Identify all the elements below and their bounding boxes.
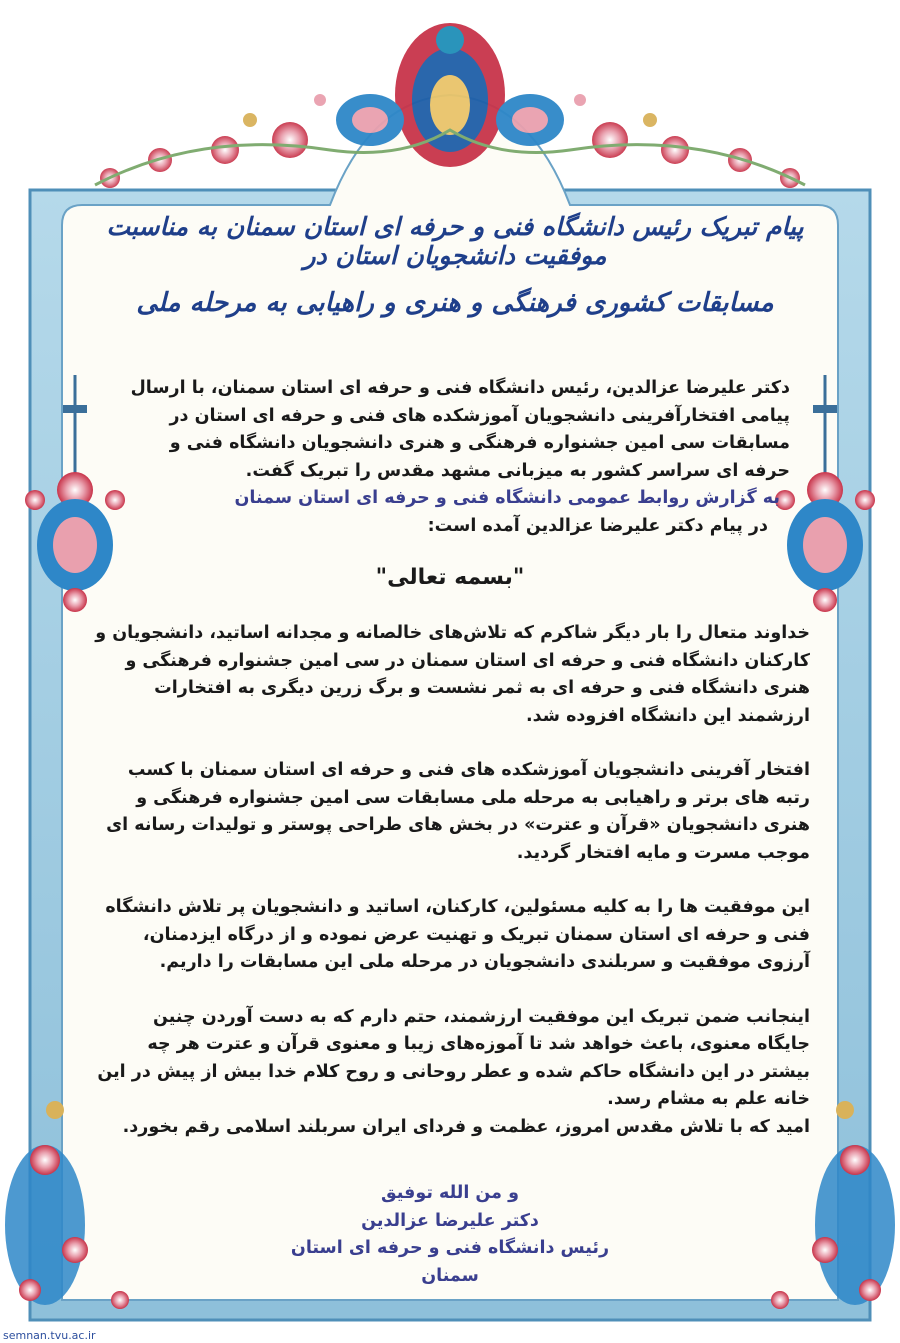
- paragraph-2: افتخار آفرینی دانشجویان آموزشکده های فنی و حرفه ای استان سمنان با کسب رتبه های برتر و راهیابی به مرحله ملی مسابقات سی امین جشنواره فرهنگی و هنری دانشجویان «قرآن و عترت» در بخش های طراحی پوستر و تولیدات رسانه ای موجب مسرت و مایه افتخار گردید.: [106, 760, 810, 863]
- title-line-1: پیام تبریک رئیس دانشگاه فنی و حرفه ای استان سمنان به مناسبت موفقیت دانشجویان استان در: [106, 212, 804, 270]
- closing-line: امید که با تلاش مقدس امروز، عظمت و فردای ایران سربلند اسلامی رقم بخورد.: [122, 1116, 810, 1137]
- report-line-2: در پیام دکتر علیرضا عزالدین آمده است:: [427, 515, 768, 536]
- report-line-1: به گزارش روابط عمومی دانشگاه فنی و حرفه ای استان سمنان: [234, 488, 780, 508]
- signature-block: [280, 1180, 620, 1290]
- paragraph-1: خداوند متعال را بار دیگر شاکرم که تلاش‌های خالصانه و مجدانه اساتید، دانشجویان و کارکنان دانشگاه فنی و حرفه ای استان سمنان در سی امین جشنواره فرهنگی و هنری دانشگاه فنی و حرفه ای به ثمر نشست و برگ زرین دیگری به افتخارات ارزشمند این دانشگاه افزوده شد.: [95, 623, 810, 726]
- floral-crown: [95, 23, 805, 188]
- intro-block: [120, 375, 790, 540]
- paragraph-3: این موفقیت ها را به کلیه مسئولین، کارکنان، اساتید و دانشجویان پر تلاش دانشگاه فنی و حرفه ای استان سمنان تبریک و تهنیت عرض نموده و از درگاه ایزدمنان، آرزوی موفقیت و سربلندی دانشجویان در مرحله ملی این مسابقات را داریم.: [105, 897, 810, 972]
- paragraph-4: اینجانب ضمن تبریک این موفقیت ارزشمند، حتم دارم که به دست آوردن چنین جایگاه معنوی، باعث خواهد شد تا آموزه‌های زیبا و معنوی قرآن و عترت هر چه بیشتر در این دانشگاه حاکم شده و عطر روحانی و روح کلام خدا بیش از پیش در این خانه علم به مشام رسد.: [97, 1006, 810, 1109]
- site-watermark: semnan.tvu.ac.ir: [0, 1328, 99, 1343]
- intro-paragraph: دکتر علیرضا عزالدین، رئیس دانشگاه فنی و حرفه ای استان سمنان، با ارسال پیامی افتخارآفرینی دانشجویان آموزشکده های فنی و حرفه ای استان در مسابقات سی امین جشنواره فرهنگی و هنری دانشجویان دانشگاه فنی و حرفه ای سراسر کشور به میزبانی مشهد مقدس را تبریک گفت.: [130, 378, 790, 481]
- bismillah-heading: "بسمه تعالی": [375, 565, 525, 590]
- body: [95, 620, 810, 1141]
- signature-line-2: دکتر علیرضا عزالدین: [361, 1210, 539, 1231]
- signature-line-1: و من الله توفیق: [381, 1183, 519, 1203]
- title-line-2: مسابقات کشوری فرهنگی و هنری و راهیابی به مرحله ملی: [136, 288, 774, 318]
- signature-line-3: رئیس دانشگاه فنی و حرفه ای استان سمنان: [290, 1238, 610, 1286]
